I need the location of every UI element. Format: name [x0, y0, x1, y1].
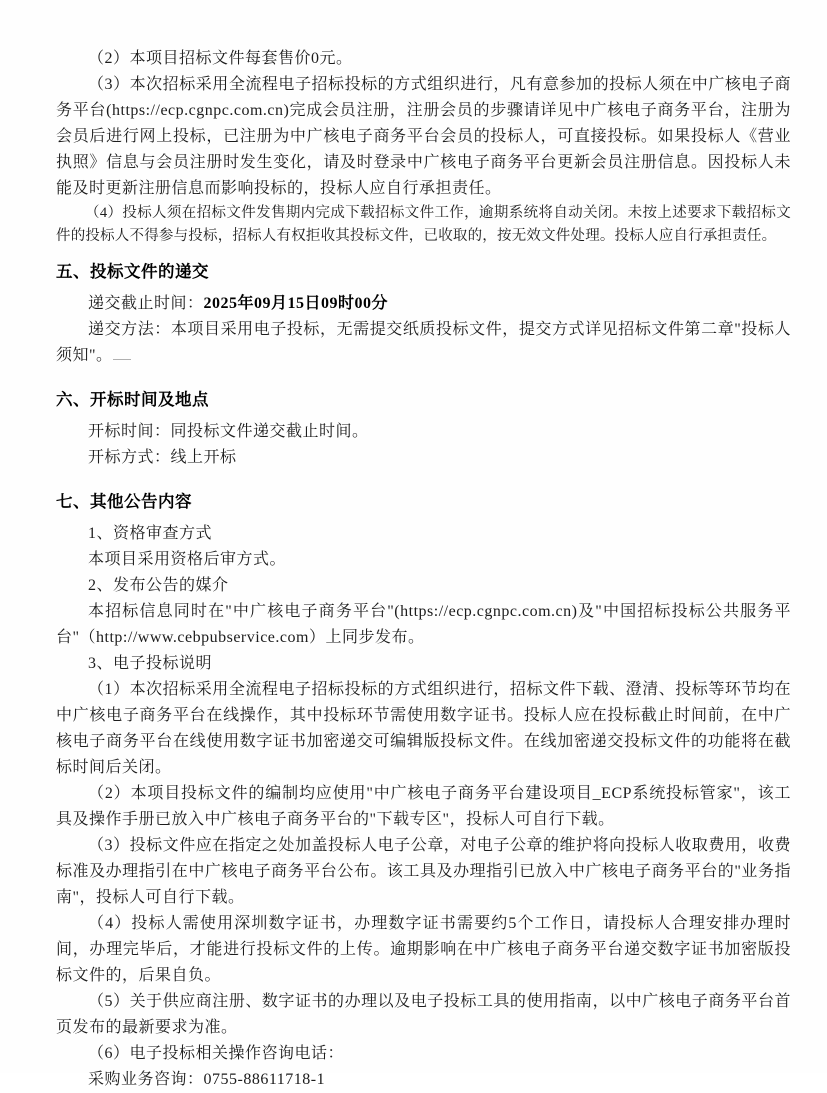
submission-deadline-value: 2025年09月15日09时00分	[203, 295, 389, 312]
item-ebidding-instructions-title: 3、电子投标说明	[88, 655, 213, 672]
item-qualification-review-body: 本项目采用资格后审方式。	[88, 551, 287, 568]
underline-mark	[113, 343, 131, 360]
item-electronic-seal: （3）投标文件应在指定之处加盖投标人电子公章，对电子公章的维护将向投标人收取费用，收费标准及办理指引在中广核电子商务平台公布。该工具及办理指引已放入中广核电子商务平台的"业务指南"，投标人可自行下载。	[56, 837, 791, 906]
paragraph-download-requirement: （4）投标人须在招标文件发售期内完成下载招标文件工作，逾期系统将自动关闭。未按上述要求下载招标文件的投标人不得参与投标，招标人有权拒收其投标文件，已收取的，按无效文件处理。投标人应自行承担责任。	[56, 205, 791, 244]
paragraph-member-registration: （3）本次招标采用全流程电子招标投标的方式组织进行，凡有意参加的投标人须在中广核电子商务平台(https://ecp.cgnpc.com.cn)完成会员注册，注册会员的步骤请详见中广核电子商务平台，注册为会员后进行网上投标，已注册为中广核电子商务平台会员的投标人，可直接投标。如果投标人《营业执照》信息与会员注册时发生变化，请及时登录中广核电子商务平台更新会员注册信息。因投标人未能及时更新注册信息而影响投标的，投标人应自行承担责任。	[56, 76, 791, 197]
bid-opening-mode-line: 开标方式：线上开标	[88, 449, 237, 466]
section-heading-other-content: 七、其他公告内容	[56, 492, 192, 511]
item-supplier-registration-guide: （5）关于供应商注册、数字证书的办理以及电子投标工具的使用指南，以中广核电子商务平台首页发布的最新要求为准。	[56, 993, 791, 1036]
submission-deadline-label: 递交截止时间：	[88, 295, 204, 312]
item-ebidding-toolkit: （2）本项目投标文件的编制均应使用"中广核电子商务平台建设项目_ECP系统投标管家"，该工具及操作手册已放入中广核电子商务平台的"下载专区"，投标人可自行下载。	[56, 785, 791, 828]
submission-method-line	[56, 317, 791, 369]
item-consultation-phone-title: （6）电子投标相关操作咨询电话：	[88, 1045, 345, 1062]
submission-method-text: 递交方法：本项目采用电子投标，无需提交纸质投标文件，提交方式详见招标文件第二章"投标人须知"。	[56, 321, 791, 364]
bid-opening-time-line: 开标时间：同投标文件递交截止时间。	[88, 423, 369, 440]
item-qualification-review-title: 1、资格审查方式	[88, 525, 213, 542]
item-announcement-media-title: 2、发布公告的媒介	[88, 577, 229, 594]
submission-deadline-line	[56, 291, 791, 317]
section-heading-bid-opening: 六、开标时间及地点	[56, 390, 209, 409]
item-procurement-phone-number: 采购业务咨询：0755-88611718-1	[88, 1071, 326, 1088]
item-ebidding-process: （1）本次招标采用全流程电子招标投标的方式组织进行，招标文件下载、澄清、投标等环节均在中广核电子商务平台在线操作，其中投标环节需使用数字证书。投标人应在投标截止时间前，在中广核电子商务平台在线使用数字证书加密递交可编辑版投标文件。在线加密递交投标文件的功能将在截标时间后关闭。	[56, 681, 791, 776]
section-heading-bid-submission: 五、投标文件的递交	[56, 262, 209, 281]
item-announcement-media-body: 本招标信息同时在"中广核电子商务平台"(https://ecp.cgnpc.com.cn)及"中国招标投标公共服务平台"（http://www.cebpubservice.com）上同步发布。	[56, 603, 791, 646]
item-digital-certificate: （4）投标人需使用深圳数字证书，办理数字证书需要约5个工作日，请投标人合理安排办理时间，办理完毕后，才能进行投标文件的上传。逾期影响在中广核电子商务平台递交数字证书加密版投标文件的，后果自负。	[56, 915, 791, 984]
paragraph-document-price: （2）本项目招标文件每套售价0元。	[88, 50, 353, 67]
